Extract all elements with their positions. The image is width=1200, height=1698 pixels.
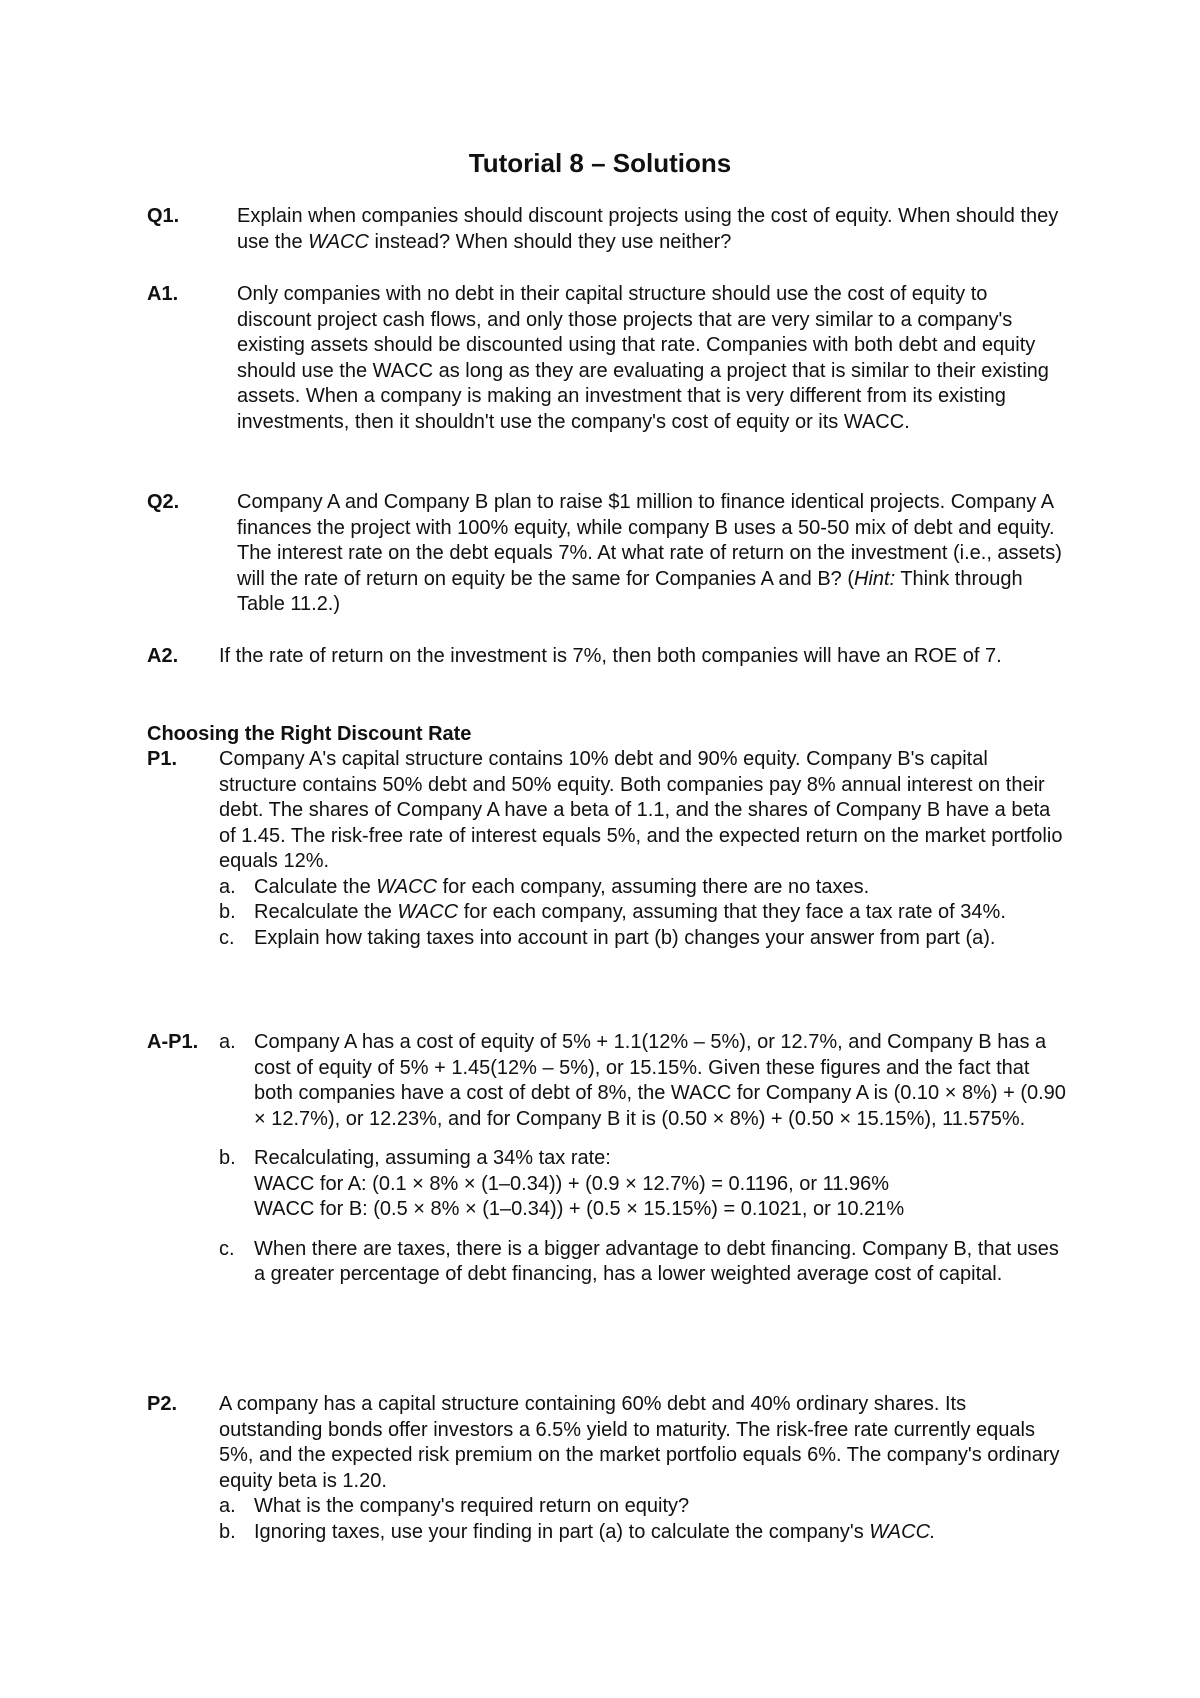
sub-part-a <box>219 1494 1067 1520</box>
sub-text: Ignoring taxes, use your finding in part (a) to calculate the company's WACC. <box>254 1520 936 1543</box>
sub-part-b <box>219 1520 1067 1546</box>
sub-letter: a. <box>219 1495 236 1517</box>
sub-text: Explain how taking taxes into account in part (b) changes your answer from part (a). <box>254 926 996 949</box>
problem-label: P1. <box>147 748 178 770</box>
question-text: Company A and Company B plan to raise $1 million to finance identical projects. Company A finances the project with 100% equity, while company B uses a 50-50 mix of debt and equity. The interest rate on the debt equals 7%. At what rate of return on the investment (i.e., assets) will the rate of return on equity be the same for Companies A and B? (Hint: Think through Table 11.2.) <box>237 491 1062 615</box>
sub-part-a <box>219 875 1067 901</box>
sub-letter: c. <box>219 926 235 949</box>
sub-letter: b. <box>219 1520 236 1543</box>
sub-part-a <box>219 1030 1067 1132</box>
answer-ap1 <box>147 1030 1067 1288</box>
answer-label: A1. <box>147 283 179 305</box>
sub-text-line: Recalculating, assuming a 34% tax rate: <box>254 1147 611 1169</box>
answer-text: If the rate of return on the investment is 7%, then both companies will have an ROE of 7. <box>219 645 1002 667</box>
sub-text: When there are taxes, there is a bigger advantage to debt financing. Company B, that uses a greater percentage of debt financing, has a lower weighted average cost of capital. <box>254 1237 1059 1285</box>
question-label: Q2. <box>147 491 180 513</box>
sub-text-line: WACC for B: (0.5 × 8% × (1–0.34)) + (0.5 × 15.15%) = 0.1021, or 10.21% <box>254 1198 905 1220</box>
answer-text: Only companies with no debt in their capital structure should use the cost of equity to discount project cash flows, and only those projects that are very similar to a company's existing assets should be discounted using that rate. Companies with both debt and equity should use the WACC as long as they are evaluating a project that is similar to their existing assets. When a company is making an investment that is very different from its existing investments, then it shouldn't use the company's cost of equity or its WACC. <box>237 283 1049 433</box>
question-label: Q1. <box>147 205 180 227</box>
problem-p2 <box>147 1392 1067 1545</box>
answer-a1 <box>147 282 1067 435</box>
problem-label: P2. <box>147 1393 178 1415</box>
sub-letter: c. <box>219 1237 235 1260</box>
sub-part-b <box>219 1146 1067 1223</box>
sub-part-c <box>219 926 1067 952</box>
sub-letter: a. <box>219 1031 236 1053</box>
problem-text: A company has a capital structure containing 60% debt and 40% ordinary shares. Its outstanding bonds offer investors a 6.5% yield to maturity. The risk-free rate currently equals 5%, and the expected risk premium on the market portfolio equals 6%. The company's ordinary equity beta is 1.20. <box>219 1393 1060 1492</box>
question-text: Explain when companies should discount projects using the cost of equity. When should they use the WACC instead? When should they use neither? <box>237 205 1059 253</box>
sub-letter: b. <box>219 901 236 923</box>
sub-text: What is the company's required return on equity? <box>254 1495 690 1517</box>
question-q1 <box>147 204 1067 255</box>
section-heading: Choosing the Right Discount Rate <box>147 723 472 745</box>
sub-letter: b. <box>219 1147 236 1169</box>
problem-p1 <box>147 747 1067 951</box>
sub-part-b <box>219 900 1067 926</box>
sub-part-c <box>219 1237 1067 1288</box>
sub-text-line: WACC for A: (0.1 × 8% × (1–0.34)) + (0.9 × 12.7%) = 0.1196, or 11.96% <box>254 1172 889 1195</box>
question-q2 <box>147 490 1067 618</box>
sub-text: Company A has a cost of equity of 5% + 1.1(12% – 5%), or 12.7%, and Company B has a cost of equity of 5% + 1.45(12% – 5%), or 15.15%. Given these figures and the fact that both companies have a cost of debt of 8%, the WACC for Company A is (0.10 × 8%) + (0.90 × 12.7%), or 12.23%, and for Company B it is (0.50 × 8%) + (0.50 × 15.15%), 11.575%. <box>254 1031 1066 1130</box>
sub-letter: a. <box>219 875 236 898</box>
problem-text: Company A's capital structure contains 10% debt and 90% equity. Company B's capital structure contains 50% debt and 50% equity. Both companies pay 8% annual interest on their debt. The shares of Company A have a beta of 1.1, and the shares of Company B have a beta of 1.45. The risk-free rate of interest equals 5%, and the expected return on the market portfolio equals 12%. <box>219 748 1063 872</box>
sub-text: Calculate the WACC for each company, assuming there are no taxes. <box>254 875 870 898</box>
sub-text: Recalculate the WACC for each company, assuming that they face a tax rate of 34%. <box>254 901 1006 923</box>
answer-a2 <box>147 644 1067 670</box>
document-title: Tutorial 8 – Solutions <box>468 148 732 178</box>
answer-label: A-P1. <box>147 1031 199 1053</box>
answer-label: A2. <box>147 645 179 667</box>
